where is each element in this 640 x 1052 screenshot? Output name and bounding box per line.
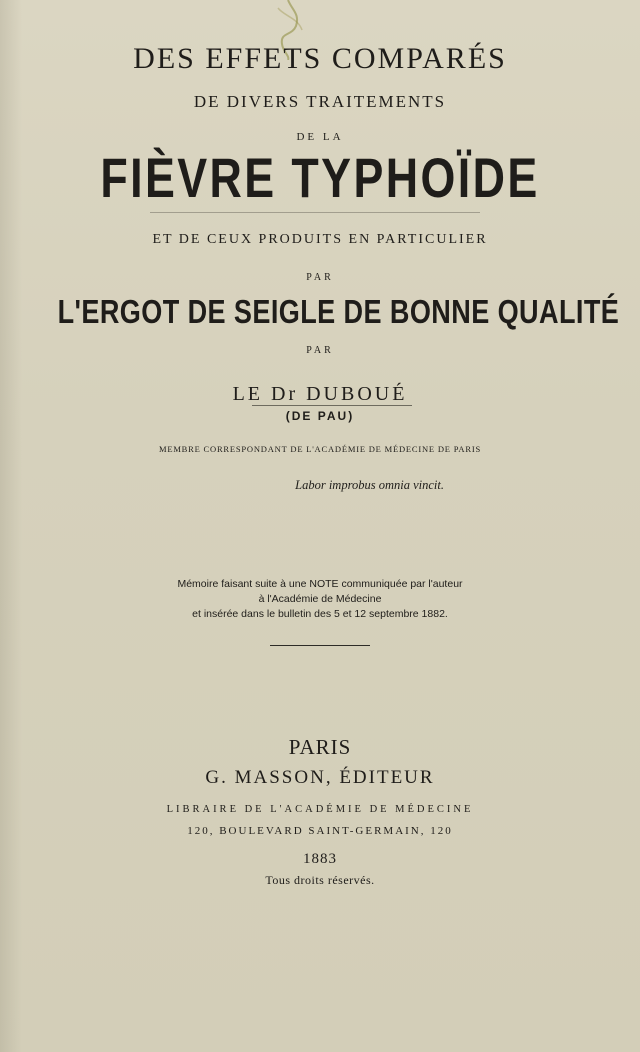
main-title: FIÈVRE TYPHOÏDE <box>100 146 540 209</box>
motto: Labor improbus omnia vincit. <box>295 478 444 492</box>
publisher-address: 120, BOULEVARD SAINT-GERMAIN, 120 <box>187 825 453 837</box>
subtitle-ergot: L'ERGOT DE SEIGLE DE BONNE QUALITÉ <box>57 293 620 330</box>
page-edge-shadow <box>0 0 22 1052</box>
publisher: G. MASSON, ÉDITEUR <box>205 767 435 788</box>
memoire-line-1: Mémoire faisant suite à une NOTE communiquée par l'auteur <box>177 578 463 590</box>
memoire-line-2: à l'Académie de Médecine <box>258 593 382 605</box>
title-line-1: DES EFFETS COMPARÉS <box>133 42 507 75</box>
publisher-role: LIBRAIRE DE L'ACADÉMIE DE MÉDECINE <box>166 804 474 815</box>
author-underline <box>252 405 412 406</box>
title-line-2: DE DIVERS TRAITEMENTS <box>193 92 447 111</box>
by-label-2: PAR <box>306 345 334 356</box>
separator-rule <box>270 645 370 646</box>
memoire-line-3: et insérée dans le bulletin des 5 et 12 septembre 1882. <box>192 608 448 620</box>
title-line-3: DE LA <box>296 131 344 143</box>
title-line-5: ET DE CEUX PRODUITS EN PARTICULIER <box>152 232 488 247</box>
author-title: MEMBRE CORRESPONDANT DE L'ACADÉMIE DE MÉDECINE DE PARIS <box>158 444 482 454</box>
decorative-rule <box>150 212 480 213</box>
by-label-1: PAR <box>306 272 334 283</box>
memoire-note <box>0 577 640 622</box>
author-name: LE Dr DUBOUÉ <box>232 383 408 405</box>
author-origin: (DE PAU) <box>285 409 355 423</box>
rights-notice: Tous droits réservés. <box>265 873 375 887</box>
publication-year: 1883 <box>303 851 337 867</box>
city: PARIS <box>288 735 352 759</box>
